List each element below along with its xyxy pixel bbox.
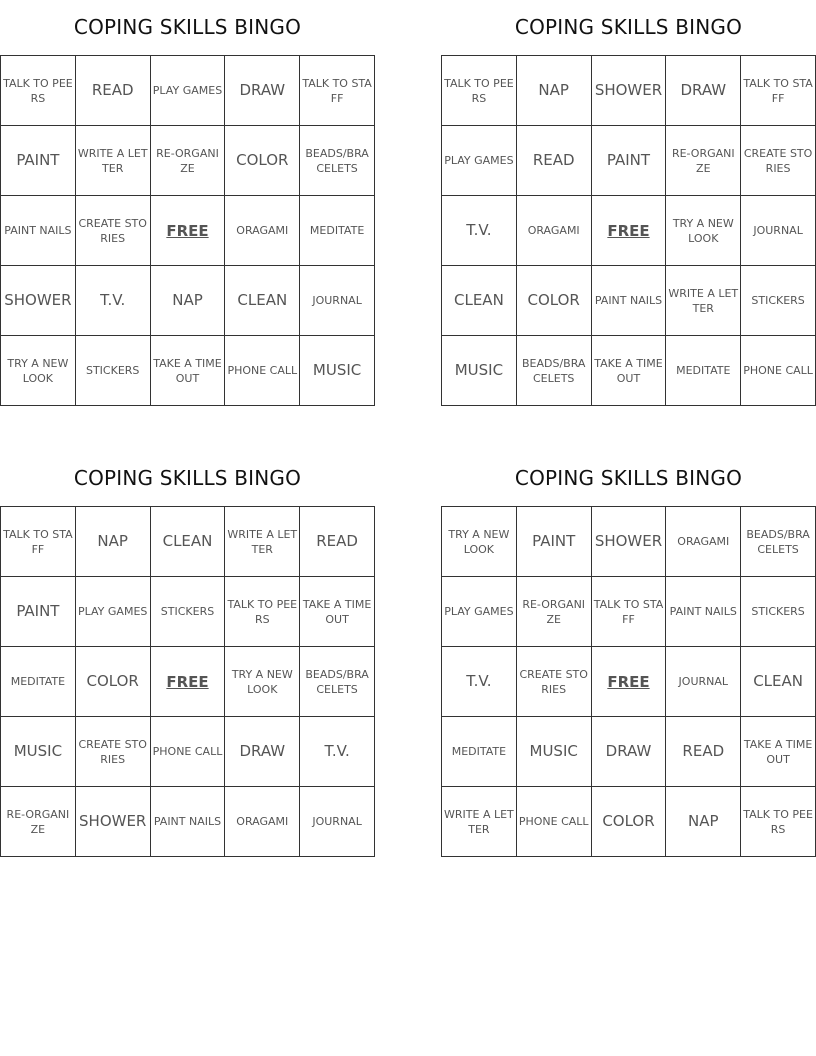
bingo-card-2 [441,0,816,406]
bingo-cell: RE-ORGANIZE [666,126,741,196]
bingo-cell: TALK TO PEERS [741,787,816,857]
bingo-cell: MEDITATE [442,717,517,787]
bingo-cell: PLAY GAMES [76,577,151,647]
bingo-cell: PHONE CALL [151,717,226,787]
bingo-cell: CREATE STORIES [76,196,151,266]
bingo-cell: CLEAN [741,647,816,717]
bingo-cell: COLOR [225,126,300,196]
bingo-cell: MEDITATE [1,647,76,717]
bingo-cell: TAKE A TIME OUT [151,336,226,406]
card-title: COPING SKILLS BINGO [514,466,743,490]
card-title: COPING SKILLS BINGO [73,466,302,490]
free-space: FREE [592,647,667,717]
bingo-cell: CREATE STORIES [517,647,592,717]
bingo-cell: ORAGAMI [225,787,300,857]
bingo-cell: SHOWER [592,507,667,577]
bingo-cell: SHOWER [1,266,76,336]
bingo-cell: COLOR [76,647,151,717]
bingo-cell: STICKERS [151,577,226,647]
free-space: FREE [151,196,226,266]
bingo-cell: WRITE A LETTER [225,507,300,577]
bingo-cell: ORAGAMI [225,196,300,266]
bingo-card-4 [441,451,816,857]
bingo-cell: MUSIC [517,717,592,787]
bingo-cell: NAP [76,507,151,577]
bingo-cell: ORAGAMI [666,507,741,577]
bingo-cell: READ [517,126,592,196]
bingo-cell: MEDITATE [666,336,741,406]
bingo-cell: WRITE A LETTER [76,126,151,196]
bingo-cell: CREATE STORIES [76,717,151,787]
bingo-cell: PAINT NAILS [666,577,741,647]
bingo-cell: PLAY GAMES [151,56,226,126]
bingo-cell: CREATE STORIES [741,126,816,196]
bingo-cell: DRAW [225,56,300,126]
bingo-cell: TRY A NEW LOOK [1,336,76,406]
bingo-cell: CLEAN [442,266,517,336]
bingo-cell: CLEAN [151,507,226,577]
bingo-cell: TRY A NEW LOOK [442,507,517,577]
bingo-cell: PAINT NAILS [1,196,76,266]
bingo-cell: PAINT NAILS [592,266,667,336]
bingo-cell: MUSIC [300,336,375,406]
bingo-grid [0,506,375,857]
bingo-cell: BEADS/BRACELETS [300,126,375,196]
bingo-cell: RE-ORGANIZE [151,126,226,196]
bingo-cell: STICKERS [741,266,816,336]
bingo-cell: PAINT NAILS [151,787,226,857]
bingo-cell: SHOWER [76,787,151,857]
bingo-cell: BEADS/BRACELETS [741,507,816,577]
bingo-cell: TRY A NEW LOOK [225,647,300,717]
bingo-cell: SHOWER [592,56,667,126]
bingo-cell: TAKE A TIME OUT [300,577,375,647]
bingo-cell: T.V. [442,647,517,717]
bingo-cell: TALK TO PEERS [442,56,517,126]
bingo-cell: TALK TO STAFF [741,56,816,126]
bingo-cell: TALK TO STAFF [300,56,375,126]
bingo-cell: TALK TO PEERS [1,56,76,126]
bingo-cell: PAINT [1,577,76,647]
bingo-cell: WRITE A LETTER [666,266,741,336]
bingo-cell: PHONE CALL [517,787,592,857]
bingo-cell: TAKE A TIME OUT [741,717,816,787]
bingo-cell: PLAY GAMES [442,577,517,647]
bingo-cell: T.V. [442,196,517,266]
bingo-grid [441,506,816,857]
bingo-grid [441,55,816,406]
bingo-cell: MUSIC [442,336,517,406]
bingo-cell: TALK TO PEERS [225,577,300,647]
bingo-cell: T.V. [76,266,151,336]
bingo-cell: JOURNAL [741,196,816,266]
bingo-cell: STICKERS [741,577,816,647]
bingo-cell: READ [76,56,151,126]
bingo-cell: COLOR [517,266,592,336]
free-space: FREE [592,196,667,266]
bingo-cell: TALK TO STAFF [1,507,76,577]
bingo-cell: PAINT [1,126,76,196]
bingo-cell: DRAW [225,717,300,787]
bingo-cell: ORAGAMI [517,196,592,266]
free-space: FREE [151,647,226,717]
bingo-cell: TALK TO STAFF [592,577,667,647]
bingo-cell: NAP [151,266,226,336]
bingo-cell: MEDITATE [300,196,375,266]
bingo-cell: TRY A NEW LOOK [666,196,741,266]
bingo-cell: BEADS/BRACELETS [300,647,375,717]
bingo-cell: BEADS/BRACELETS [517,336,592,406]
bingo-cell: NAP [666,787,741,857]
bingo-cell: PHONE CALL [741,336,816,406]
bingo-cell: T.V. [300,717,375,787]
bingo-cell: JOURNAL [300,787,375,857]
bingo-cell: JOURNAL [300,266,375,336]
bingo-cell: COLOR [592,787,667,857]
bingo-cell: JOURNAL [666,647,741,717]
bingo-cell: RE-ORGANIZE [517,577,592,647]
bingo-card-1 [0,0,375,406]
bingo-cell: PAINT [592,126,667,196]
bingo-cell: PLAY GAMES [442,126,517,196]
bingo-cell: STICKERS [76,336,151,406]
bingo-cell: READ [300,507,375,577]
bingo-cell: DRAW [666,56,741,126]
bingo-cell: TAKE A TIME OUT [592,336,667,406]
card-title: COPING SKILLS BINGO [73,15,302,39]
bingo-cell: DRAW [592,717,667,787]
bingo-cell: WRITE A LETTER [442,787,517,857]
bingo-cell: RE-ORGANIZE [1,787,76,857]
bingo-cell: NAP [517,56,592,126]
bingo-cell: READ [666,717,741,787]
bingo-cell: CLEAN [225,266,300,336]
bingo-cell: PAINT [517,507,592,577]
bingo-card-3 [0,451,375,857]
card-title: COPING SKILLS BINGO [514,15,743,39]
bingo-cell: PHONE CALL [225,336,300,406]
bingo-cell: MUSIC [1,717,76,787]
bingo-grid [0,55,375,406]
